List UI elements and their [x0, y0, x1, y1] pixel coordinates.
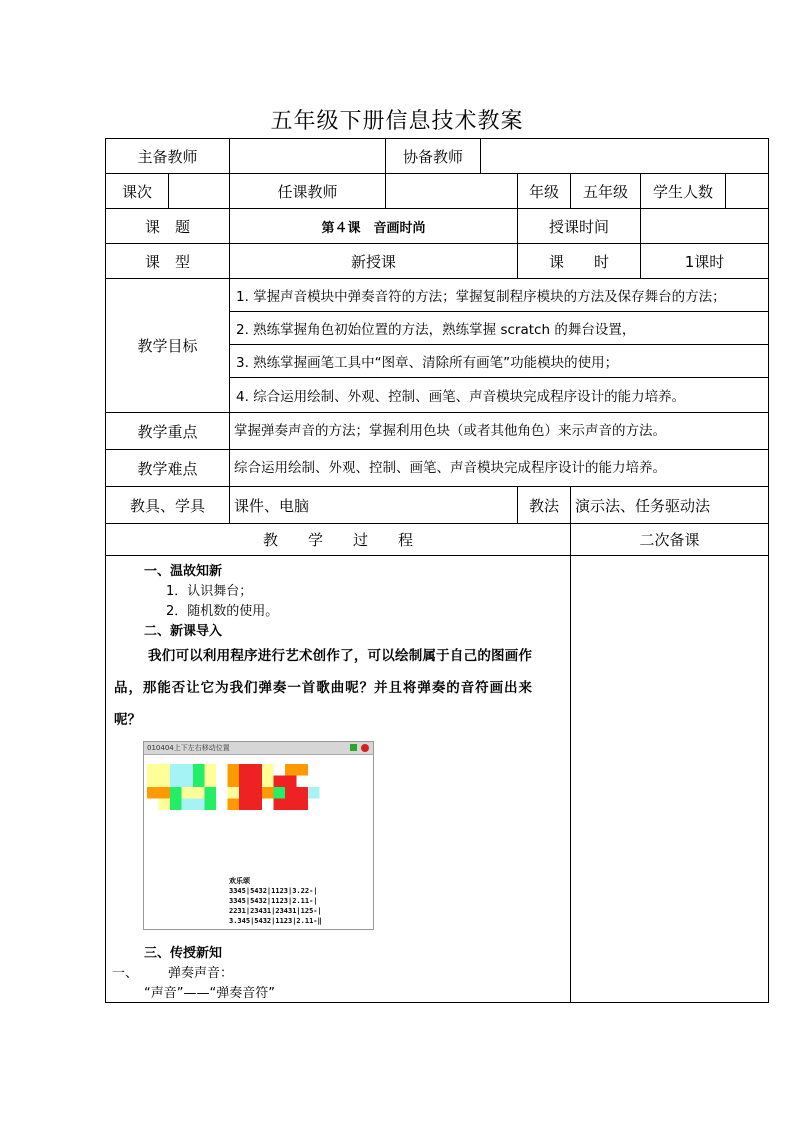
note-block — [228, 787, 240, 799]
note-block — [274, 776, 286, 788]
note-block — [297, 764, 309, 776]
note-block — [147, 787, 159, 799]
note-block — [159, 776, 171, 788]
students-value — [726, 174, 769, 209]
note-block — [274, 799, 286, 811]
note-block — [228, 776, 240, 788]
stage-title: 010404上下左右移动位置 — [147, 744, 230, 752]
teacher-label: 任课教师 — [230, 174, 386, 209]
note-block — [193, 776, 205, 788]
note-block — [159, 787, 171, 799]
type-label: 课 型 — [106, 244, 230, 279]
difficulty-label: 教学难点 — [106, 450, 230, 487]
scratch-stage-screenshot — [143, 741, 374, 930]
note-block — [285, 799, 297, 811]
row-process-header — [106, 524, 769, 556]
note-block — [297, 799, 309, 811]
note-block — [170, 764, 182, 776]
note-block — [239, 787, 251, 799]
process-header: 教 学 过 程 — [106, 524, 571, 556]
key-point-label: 教学重点 — [106, 413, 230, 450]
assist-teacher-label: 协备教师 — [386, 139, 481, 174]
topic-label: 课 题 — [106, 209, 230, 244]
time-label: 授课时间 — [518, 209, 641, 244]
note-block — [251, 799, 263, 811]
review-item-1: 1．认识舞台； — [166, 584, 253, 599]
section-review-heading: 一、温故知新 — [144, 564, 223, 579]
row-key-point — [106, 413, 769, 450]
goal-item: 2. 熟练掌握角色初始位置的方法，熟练掌握 scratch 的舞台设置， — [230, 312, 769, 345]
tools-value: 课件、电脑 — [230, 487, 518, 524]
type-value: 新授课 — [230, 244, 518, 279]
key-point-value: 掌握弹奏声音的方法；掌握利用色块（或者其他角色）来示声音的方法。 — [230, 413, 769, 450]
lesson-no-value — [169, 174, 230, 209]
note-block — [147, 776, 159, 788]
grade-value: 五年级 — [571, 174, 641, 209]
note-block — [205, 799, 217, 811]
row-goal-1 — [106, 279, 769, 312]
note-block — [182, 776, 194, 788]
main-teacher-value — [230, 139, 386, 174]
second-prep-content — [571, 556, 769, 1003]
notes-line: 3.345|5432|1123|2.11-‖ — [229, 917, 322, 925]
note-block — [205, 787, 217, 799]
main-teacher-label: 主备教师 — [106, 139, 230, 174]
note-block — [159, 764, 171, 776]
difficulty-value: 综合运用绘制、外观、控制、画笔、声音模块完成程序设计的能力培养。 — [230, 450, 769, 487]
new-item-number: 一、 — [112, 966, 139, 981]
new-item-1: 弹奏声音： — [168, 966, 234, 981]
stop-icon — [361, 744, 369, 752]
row-process-body — [106, 556, 769, 1003]
note-block — [205, 776, 217, 788]
note-block — [170, 799, 182, 811]
note-block — [193, 787, 205, 799]
note-block — [285, 776, 297, 788]
note-block — [228, 764, 240, 776]
time-value — [641, 209, 769, 244]
note-block — [262, 764, 274, 776]
note-block — [251, 776, 263, 788]
tools-label: 教具、学具 — [106, 487, 230, 524]
note-block — [239, 776, 251, 788]
students-label: 学生人数 — [641, 174, 726, 209]
note-block — [308, 787, 320, 799]
hours-value: 1课时 — [641, 244, 769, 279]
process-content — [106, 556, 571, 1003]
note-block — [274, 787, 286, 799]
new-item-2: “声音”——“弹奏音符” — [144, 986, 275, 1001]
note-block — [228, 799, 240, 811]
goals-label: 教学目标 — [106, 279, 230, 413]
row-topic — [106, 209, 769, 244]
topic-value: 第４课 音画时尚 — [230, 209, 518, 244]
row-teachers — [106, 139, 769, 174]
second-prep-header: 二次备课 — [571, 524, 769, 556]
note-block — [251, 787, 263, 799]
grade-label: 年级 — [518, 174, 571, 209]
note-block — [182, 799, 194, 811]
goal-item: 4. 综合运用绘制、外观、控制、画笔、声音模块完成程序设计的能力培养。 — [230, 378, 769, 413]
goal-item: 3. 熟练掌握画笔工具中“图章、清除所有画笔”功能模块的使用； — [230, 345, 769, 378]
note-block — [193, 799, 205, 811]
method-label: 教法 — [518, 487, 571, 524]
song-notes — [229, 876, 322, 926]
note-block — [205, 764, 217, 776]
note-block — [182, 787, 194, 799]
section-intro-heading: 二、新课导入 — [144, 624, 223, 639]
assist-teacher-value — [481, 139, 769, 174]
note-block — [251, 764, 263, 776]
teacher-value — [386, 174, 518, 209]
color-block-grid — [144, 764, 373, 824]
note-block — [297, 787, 309, 799]
section-new-heading: 三、传授新知 — [144, 946, 223, 961]
song-title: 欢乐颂 — [229, 877, 250, 885]
note-block — [262, 776, 274, 788]
intro-paragraph: 我们可以利用程序进行艺术创作了，可以绘制属于自己的图画作品，那能否让它为我们弹奏一首歌曲呢？并且将弹奏的音符画出来呢？ — [114, 648, 532, 728]
note-block — [159, 799, 171, 811]
row-difficulty — [106, 450, 769, 487]
review-item-2: 2．随机数的使用。 — [166, 604, 279, 619]
lesson-plan-table — [105, 138, 769, 1003]
green-flag-icon — [350, 744, 357, 751]
note-block — [239, 764, 251, 776]
hours-label: 课 时 — [518, 244, 641, 279]
stage-title-bar — [144, 742, 373, 755]
goal-item: 1. 掌握声音模块中弹奏音符的方法；掌握复制程序模块的方法及保存舞台的方法； — [230, 279, 769, 312]
row-tools — [106, 487, 769, 524]
note-block — [193, 764, 205, 776]
note-block — [170, 787, 182, 799]
method-value: 演示法、任务驱动法 — [571, 487, 769, 524]
notes-line: 2231|23431|23431|125-| — [229, 907, 322, 915]
note-block — [147, 764, 159, 776]
notes-line: 3345|5432|1123|3.22-| — [229, 887, 318, 895]
note-block — [285, 787, 297, 799]
note-block — [182, 764, 194, 776]
notes-line: 3345|5432|1123|2.11-| — [229, 897, 318, 905]
note-block — [285, 764, 297, 776]
lesson-no-label: 课次 — [106, 174, 169, 209]
note-block — [239, 799, 251, 811]
page-title: 五年级下册信息技术教案 — [270, 109, 524, 134]
row-lesson-info — [106, 174, 769, 209]
row-type — [106, 244, 769, 279]
note-block — [170, 776, 182, 788]
note-block — [262, 787, 274, 799]
